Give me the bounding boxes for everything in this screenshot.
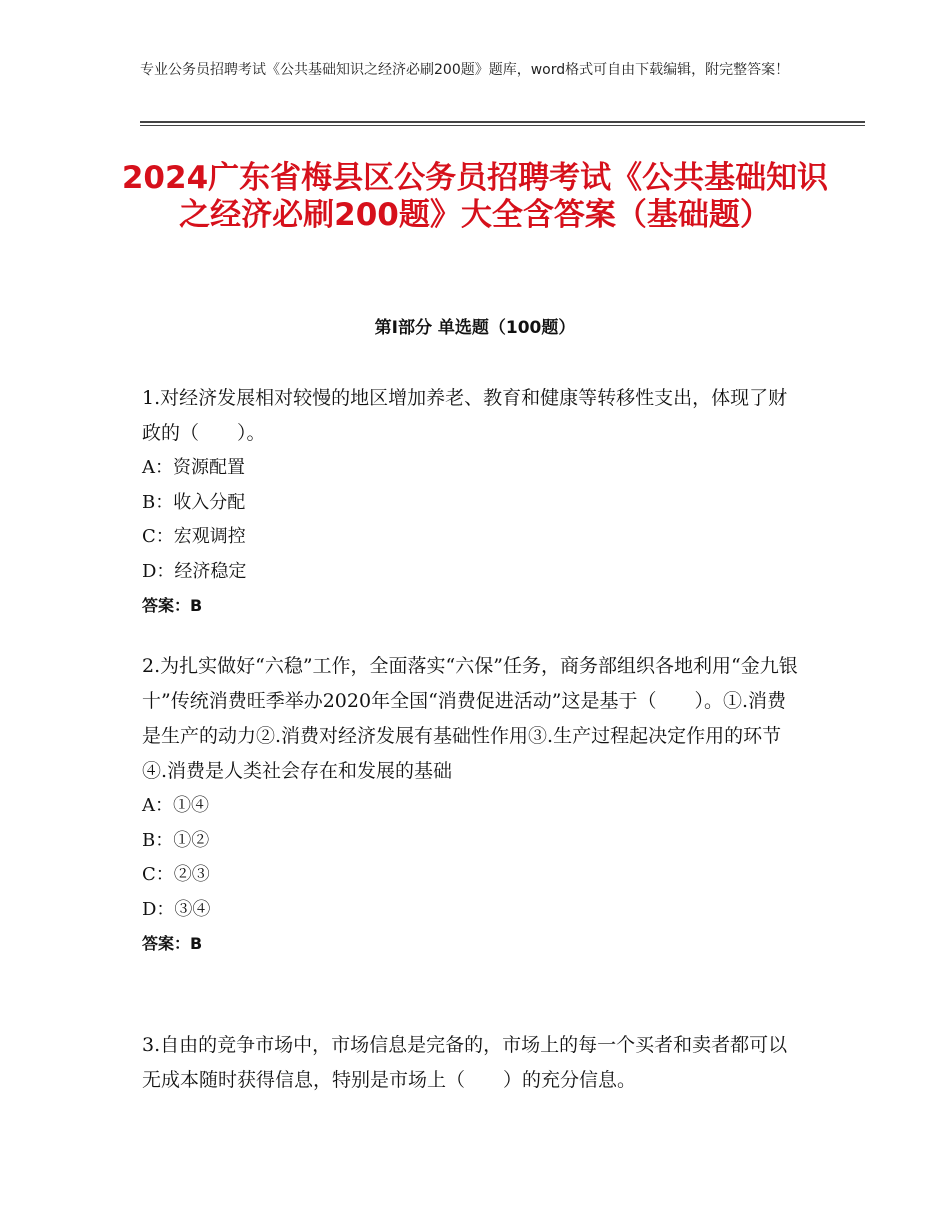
option-b: B：①② xyxy=(142,829,210,851)
section-title: 第I部分 单选题（100题） xyxy=(374,318,576,338)
option-d: D：经济稳定 xyxy=(142,560,247,582)
answer: 答案：B xyxy=(142,596,203,615)
header-divider-thick xyxy=(140,121,865,123)
question-3 xyxy=(142,1028,802,1098)
option-a: A：①④ xyxy=(142,795,209,816)
question-stem: 3.自由的竞争市场中，市场信息是完备的，市场上的每一个买者和卖者都可以无成本随时获得信息，特别是市场上（ ）的充分信息。 xyxy=(142,1034,788,1091)
header-note: 专业公务员招聘考试《公共基础知识之经济必刷200题》题库，word格式可自由下载编辑，附完整答案！ xyxy=(140,62,790,78)
option-b: B：收入分配 xyxy=(142,491,246,513)
header-divider-thin xyxy=(140,125,865,126)
document-title: 2024广东省梅县区公务员招聘考试《公共基础知识之经济必刷200题》大全含答案（基础题） xyxy=(121,160,829,233)
option-a: A：资源配置 xyxy=(142,457,245,478)
option-c: C：②③ xyxy=(142,864,210,885)
answer: 答案：B xyxy=(142,934,203,953)
option-d: D：③④ xyxy=(142,898,211,920)
question-stem: 2.为扎实做好“六稳”工作，全面落实“六保”任务，商务部组织各地利用“金九银十”传统消费旺季举办2020年全国“消费促进活动”这是基于（ ）。①.消费是生产的动力②.消费对经济发展有基础性作用③.生产过程起决定作用的环节④.消费是人类社会存在和发展的基础 xyxy=(142,655,798,782)
question-2 xyxy=(142,649,802,961)
question-1 xyxy=(142,381,802,623)
option-c: C：宏观调控 xyxy=(142,526,246,547)
question-stem: 1.对经济发展相对较慢的地区增加养老、教育和健康等转移性支出，体现了财政的（ ）。 xyxy=(142,387,788,444)
